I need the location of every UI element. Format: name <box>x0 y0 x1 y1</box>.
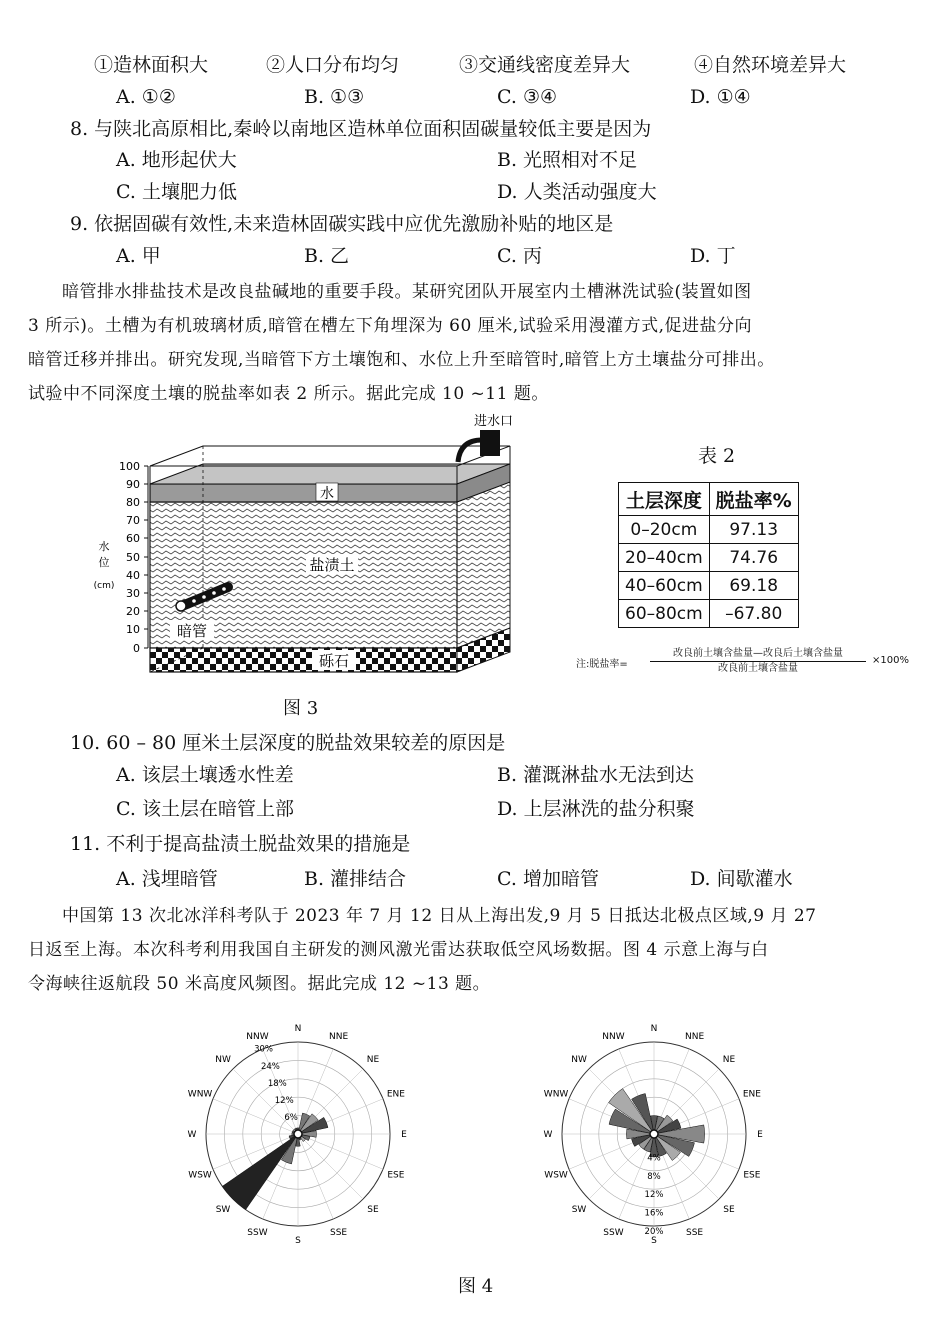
y-tick: 100 <box>119 460 140 473</box>
y-axis-unit: (cm) <box>93 581 115 591</box>
inlet-label: 进水口 <box>474 414 514 429</box>
y-axis-label: 位 <box>98 556 110 569</box>
passage-line: 令海峡往返航段 50 米高度风频图。据此完成 12 ~13 题。 <box>28 974 491 994</box>
ring-label: 30% <box>254 1044 273 1055</box>
q7-item-4: ④自然环境差异大 <box>694 54 847 76</box>
table-cell: 0–20cm <box>619 516 710 544</box>
table-cell: 20–40cm <box>619 544 710 572</box>
table-note-formula <box>650 647 866 676</box>
wind-rose-outbound <box>178 1008 418 1258</box>
passage-desalination <box>28 275 922 411</box>
inlet-pipe <box>480 430 500 456</box>
q11-stem: 11. 不利于提高盐渍土脱盐效果的措施是 <box>70 833 411 855</box>
passage-line: 中国第 13 次北冰洋科考队于 2023 年 7 月 12 日从上海出发,9 月 5 日抵达北极点区域,9 月 27 <box>62 906 817 926</box>
table-cell: 69.18 <box>709 572 798 600</box>
table-cell: 40–60cm <box>619 572 710 600</box>
q8-option-a[interactable]: A. 地形起伏大 <box>116 149 237 171</box>
ring-label: 12% <box>274 1095 294 1106</box>
q7-item-2: ②人口分布均匀 <box>266 54 400 76</box>
q10-option-d[interactable]: D. 上层淋洗的盐分积聚 <box>497 798 695 820</box>
tank-top-rim <box>150 446 510 466</box>
direction-label: SSW <box>603 1227 624 1238</box>
water-label: 水 <box>320 486 334 502</box>
center-point <box>650 1130 658 1138</box>
q11-option-d[interactable]: D. 间歇灌水 <box>690 868 793 890</box>
passage-line: 试验中不同深度土壤的脱盐率如表 2 所示。据此完成 10 ~11 题。 <box>28 384 549 404</box>
y-tick: 40 <box>126 569 140 582</box>
q8-option-c[interactable]: C. 土壤肥力低 <box>116 181 237 203</box>
direction-label: ESE <box>743 1170 761 1181</box>
y-tick: 90 <box>126 478 140 491</box>
figure-3-caption: 图 3 <box>283 698 319 719</box>
direction-label: E <box>401 1130 407 1140</box>
direction-label: NNW <box>602 1032 625 1043</box>
y-tick: 50 <box>126 551 140 564</box>
table-header-row <box>619 483 799 516</box>
q10-option-c[interactable]: C. 该土层在暗管上部 <box>116 798 294 820</box>
passage-line: 暗管迁移并排出。研究发现,当暗管下方土壤饱和、水位上升至暗管时,暗管上方土壤盐分可排出。 <box>28 350 775 370</box>
formula-denominator: 改良前土壤含盐量 <box>650 661 866 676</box>
column-header: 土层深度 <box>619 483 710 516</box>
y-axis-label: 水 <box>98 540 110 553</box>
table-note-prefix: 注:脱盐率= <box>576 659 628 670</box>
q7-item-1: ①造林面积大 <box>94 54 209 76</box>
direction-label: S <box>651 1236 657 1246</box>
direction-label: SE <box>367 1204 379 1215</box>
q7-option-a[interactable]: A. ①② <box>116 86 176 108</box>
direction-label: NNW <box>246 1032 269 1043</box>
gravel-layer <box>150 648 457 672</box>
q10-stem: 10. 60 – 80 厘米土层深度的脱盐效果较差的原因是 <box>70 732 506 754</box>
direction-label: W <box>187 1130 197 1140</box>
pipe-label: 暗管 <box>176 622 208 640</box>
direction-label: SE <box>723 1204 735 1215</box>
q11-option-a[interactable]: A. 浅埋暗管 <box>116 868 218 890</box>
direction-label: SSE <box>330 1227 348 1238</box>
y-tick: 80 <box>126 496 140 509</box>
ring-label: 4% <box>647 1153 661 1164</box>
ring-label: 6% <box>284 1112 298 1123</box>
direction-label: E <box>757 1130 763 1140</box>
tank-side-face <box>457 482 510 648</box>
figure-4-caption: 图 4 <box>458 1276 494 1297</box>
table-row <box>619 544 799 572</box>
direction-label: WSW <box>188 1170 212 1181</box>
q7-option-d[interactable]: D. ①④ <box>690 86 751 108</box>
y-tick: 60 <box>126 532 140 545</box>
direction-label: S <box>295 1236 301 1246</box>
soil-label: 盐渍土 <box>309 556 355 574</box>
q9-option-a[interactable]: A. 甲 <box>116 245 161 267</box>
table-2 <box>618 482 799 628</box>
y-tick: 10 <box>126 623 140 636</box>
q7-option-c[interactable]: C. ③④ <box>497 86 558 108</box>
direction-label: N <box>294 1024 302 1034</box>
q9-stem: 9. 依据固碳有效性,未来造林固碳实践中应优先激励补贴的地区是 <box>70 213 614 235</box>
table-cell: 60–80cm <box>619 600 710 628</box>
ring-label: 8% <box>647 1171 661 1182</box>
direction-label: WSW <box>544 1170 568 1181</box>
table-cell: 97.13 <box>709 516 798 544</box>
direction-label: NW <box>215 1055 231 1066</box>
ring-label: 20% <box>644 1227 664 1237</box>
ring-label: 18% <box>267 1078 287 1089</box>
center-point <box>294 1130 302 1138</box>
q11-option-b[interactable]: B. 灌排结合 <box>304 868 407 890</box>
table-row <box>619 572 799 600</box>
direction-label: NE <box>722 1055 736 1066</box>
figure-3-soil-tank <box>90 412 530 682</box>
q9-option-c[interactable]: C. 丙 <box>497 245 542 267</box>
y-tick: 0 <box>133 642 140 655</box>
table-cell: –67.80 <box>709 600 798 628</box>
wind-rose-return <box>534 1008 774 1258</box>
passage-line: 3 所示)。土槽为有机玻璃材质,暗管在槽左下角埋深为 60 厘米,试验采用漫灌方式,促进盐分向 <box>28 316 753 336</box>
q9-option-d[interactable]: D. 丁 <box>690 245 736 267</box>
direction-label: NW <box>571 1055 587 1066</box>
y-axis-ticks <box>119 460 148 655</box>
direction-label: WNW <box>187 1089 213 1100</box>
water-top <box>150 464 510 484</box>
passage-line: 暗管排水排盐技术是改良盐碱地的重要手段。某研究团队开展室内土槽淋洗试验(装置如图 <box>62 282 752 302</box>
direction-label: SW <box>215 1204 231 1215</box>
q8-option-d[interactable]: D. 人类活动强度大 <box>497 181 657 203</box>
direction-label: NNE <box>328 1032 349 1043</box>
direction-label: ESE <box>387 1170 405 1181</box>
direction-label: ENE <box>742 1089 761 1100</box>
q8-stem: 8. 与陕北高原相比,秦岭以南地区造林单位面积固碳量较低主要是因为 <box>70 118 652 140</box>
water-layer <box>150 484 457 502</box>
direction-label: N <box>650 1024 658 1034</box>
direction-label: SSE <box>686 1227 704 1238</box>
direction-label: SW <box>571 1204 587 1215</box>
q10-option-a[interactable]: A. 该层土壤透水性差 <box>116 764 294 786</box>
table-note-suffix: ×100% <box>872 655 909 666</box>
direction-label: NE <box>366 1055 380 1066</box>
y-tick: 20 <box>126 605 140 618</box>
q7-item-3: ③交通线密度差异大 <box>459 54 631 76</box>
direction-label: SSW <box>247 1227 268 1238</box>
direction-label: ENE <box>386 1089 405 1100</box>
direction-label: NNE <box>684 1032 705 1043</box>
formula-numerator: 改良前土壤含盐量—改良后土壤含盐量 <box>673 648 843 659</box>
y-tick: 30 <box>126 587 140 600</box>
q10-option-b[interactable]: B. 灌溉淋盐水无法到达 <box>497 764 695 786</box>
ring-label: 12% <box>644 1190 664 1201</box>
q8-option-b[interactable]: B. 光照相对不足 <box>497 149 638 171</box>
direction-label: W <box>543 1130 553 1140</box>
table-row <box>619 516 799 544</box>
direction-label: WNW <box>543 1089 569 1100</box>
ring-label: 16% <box>644 1208 664 1219</box>
table-row <box>619 600 799 628</box>
table-2-title: 表 2 <box>698 445 736 467</box>
table-cell: 74.76 <box>709 544 798 572</box>
passage-arctic-expedition <box>28 899 922 1001</box>
y-tick: 70 <box>126 514 140 527</box>
q11-option-c[interactable]: C. 增加暗管 <box>497 868 599 890</box>
passage-line: 日返至上海。本次科考利用我国自主研发的测风激光雷达获取低空风场数据。图 4 示意上海与白 <box>28 940 769 960</box>
wind-bar-sw <box>222 1134 298 1210</box>
ring-label: 24% <box>260 1061 280 1072</box>
gravel-label: 砾石 <box>318 652 350 670</box>
q9-option-b[interactable]: B. 乙 <box>304 245 350 267</box>
q7-option-b[interactable]: B. ①③ <box>304 86 365 108</box>
inlet-hose <box>458 440 482 462</box>
column-header: 脱盐率% <box>709 483 798 516</box>
